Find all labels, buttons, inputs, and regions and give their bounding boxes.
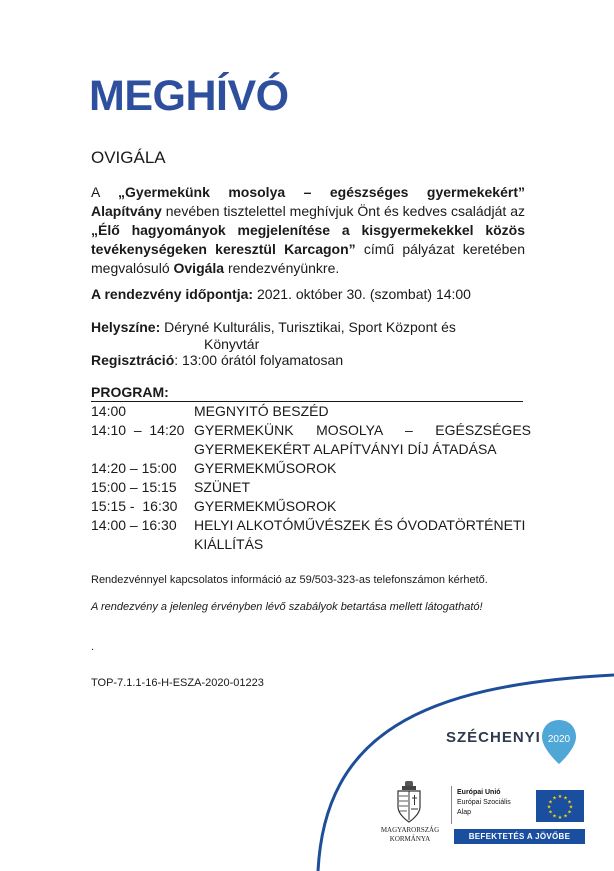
svg-text:★: ★ [567, 799, 572, 806]
eu-label [457, 788, 511, 818]
eu-line-3: Alap [457, 809, 472, 816]
logo-divider [451, 786, 452, 824]
program-desc: GYERMEKMŰSOROK [194, 460, 337, 476]
event-datetime [91, 286, 471, 302]
government-line-2: KORMÁNYA [389, 835, 431, 843]
venue-value: Déryné Kulturális, Turisztikai, Sport Központ és [160, 319, 456, 335]
eu-flag-icon [536, 790, 584, 822]
government-line-1: MAGYARORSZÁG [380, 826, 440, 834]
svg-text:★: ★ [568, 804, 574, 811]
svg-text:★: ★ [546, 804, 552, 811]
eu-line-1: Európai Unió [457, 789, 501, 796]
program-time: 14:10 – 14:20 [91, 422, 185, 438]
program-desc: GYERMEKÜNK MOSOLYA – EGÉSZSÉGES GYERMEKEKÉRT ALAPÍTVÁNYI DÍJ ÁTADÁSA [194, 422, 531, 457]
program-row [91, 497, 531, 516]
program-time: 14:00 – 16:30 [91, 517, 177, 533]
szechenyi-year: 2020 [547, 734, 571, 745]
program-row [91, 459, 531, 478]
svg-text:★: ★ [548, 809, 553, 816]
program-time: 15:15 - 16:30 [91, 498, 178, 514]
svg-text:★: ★ [567, 809, 572, 816]
svg-text:★: ★ [552, 795, 557, 802]
program-time: 14:20 – 15:00 [91, 460, 177, 476]
program-desc: MEGNYITÓ BESZÉD [194, 403, 329, 419]
szechenyi-pin-icon [541, 719, 577, 765]
svg-text:★: ★ [563, 813, 568, 820]
program-time: 15:00 – 15:15 [91, 479, 177, 495]
intro-text: A [91, 184, 119, 200]
program-row [91, 402, 531, 421]
intro-text: nevében tisztelettel meghívjuk Önt és kedves családját az [161, 203, 525, 219]
svg-text:★: ★ [557, 815, 563, 821]
investment-banner: BEFEKTETÉS A JÖVŐBE [454, 829, 585, 844]
program-list [91, 402, 531, 554]
registration-label: Regisztráció [91, 352, 175, 368]
stray-dot: . [91, 641, 95, 653]
intro-paragraph [91, 183, 525, 278]
invitation-title: MEGHÍVÓ [89, 72, 289, 120]
program-row [91, 421, 531, 459]
program-desc: HELYI ALKOTÓMŰVÉSZEK ÉS ÓVODATÖRTÉNETI KIÁLLÍTÁS [194, 517, 526, 552]
svg-text:★: ★ [557, 794, 563, 800]
program-time: 14:00 [91, 403, 127, 419]
program-heading: PROGRAM: [91, 384, 523, 402]
program-row [91, 478, 531, 497]
contact-info: Rendezvénnyel kapcsolatos információ az 59/503-323-as telefonszámon kérhető. [91, 574, 488, 586]
government-label [370, 826, 450, 844]
svg-text:★: ★ [563, 795, 568, 802]
registration [91, 352, 343, 368]
datetime-label: A rendezvény időpontja: [91, 286, 254, 302]
program-row [91, 516, 531, 554]
registration-value: : 13:00 órától folyamatosan [174, 352, 344, 368]
intro-text: rendezvényünkre. [224, 260, 340, 276]
program-desc: GYERMEKMŰSOROK [194, 498, 337, 514]
svg-text:★: ★ [548, 799, 553, 806]
datetime-value: 2021. október 30. (szombat) 14:00 [253, 286, 471, 302]
event-venue [91, 319, 511, 353]
program-desc: SZÜNET [194, 479, 250, 495]
project-title: „Élő hagyományok megjelenítése a kisgyermekekkel közös tevékenységeken keresztül Karcagon” [91, 222, 525, 257]
svg-text:★: ★ [552, 813, 557, 820]
foundation-name: „Gyermekünk mosolya – egészséges gyermekekért” Alapítvány [91, 184, 525, 219]
venue-value-cont: Könyvtár [204, 336, 260, 352]
event-name-inline: Ovigála [173, 260, 225, 276]
szechenyi-logo-text: SZÉCHENYI [446, 729, 541, 746]
eu-line-2: Európai Szociális [457, 799, 511, 806]
venue-label: Helyszíne: [91, 319, 161, 335]
rules-note: A rendezvény a jelenleg érvényben lévő szabályok betartása mellett látogatható! [91, 601, 483, 613]
event-name: OVIGÁLA [91, 148, 166, 167]
hungary-crest-icon [394, 780, 424, 824]
project-code: TOP-7.1.1-16-H-ESZA-2020-01223 [91, 677, 264, 689]
intro-text: című pályázat keretében megvalósuló [91, 241, 525, 276]
